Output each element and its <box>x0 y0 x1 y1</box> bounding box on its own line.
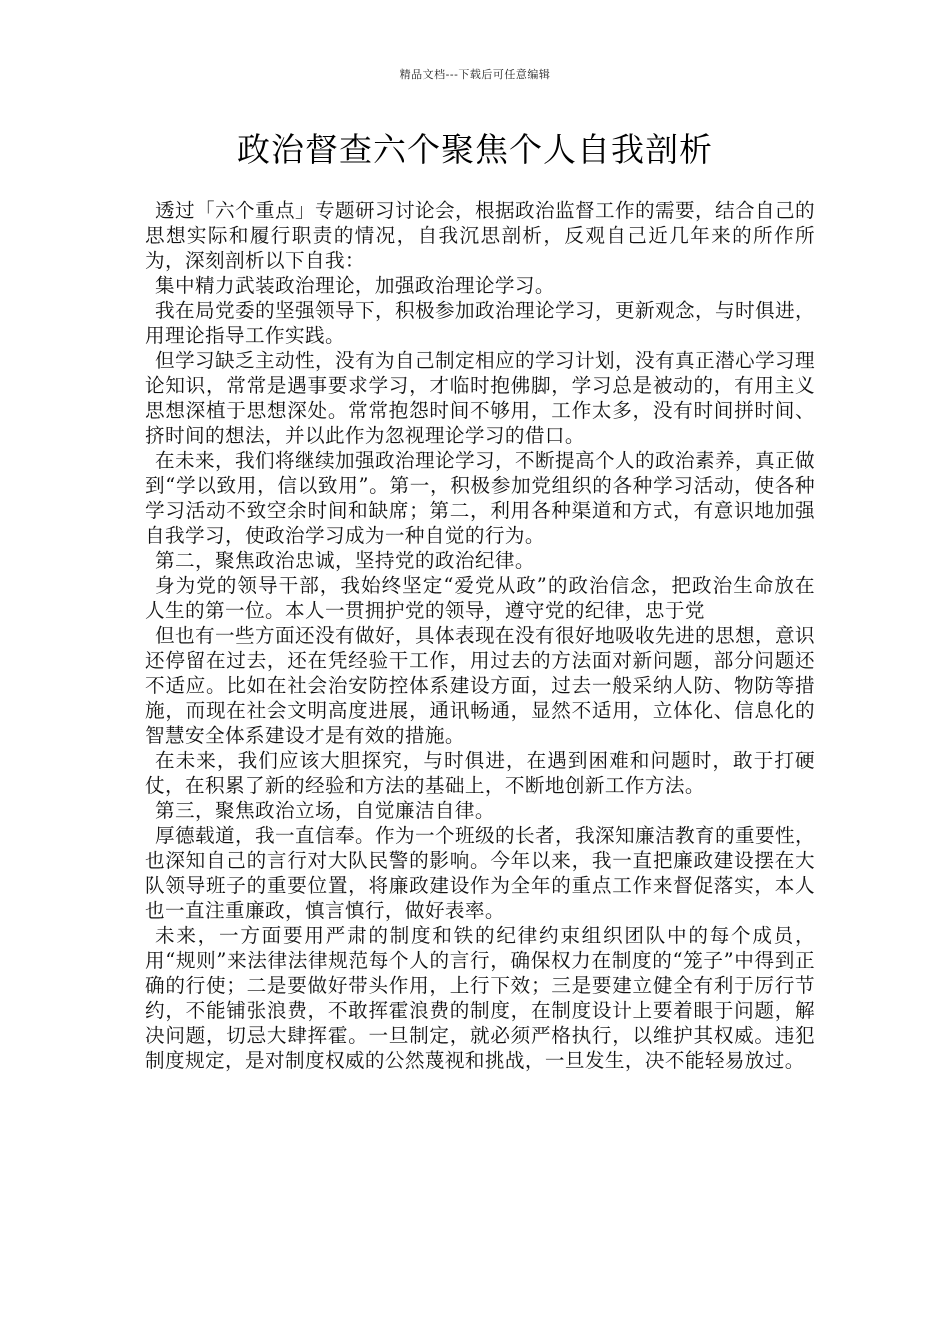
document-title: 政治督查六个聚焦个人自我剖析 <box>237 130 713 169</box>
paragraph: 身为党的领导干部，我始终坚定“爱党从政”的政治信念，把政治生命放在人生的第一位。本人一贯拥护党的领导，遵守党的纪律，忠于党 <box>145 574 815 622</box>
paragraph: 但也有一些方面还没有做好，具体表现在没有很好地吸收先进的思想，意识还停留在过去，还在凭经验干工作，用过去的方法面对新问题，部分问题还不适应。比如在社会治安防控体系建设方面，过去一般采纳人防、物防等措施，而现在社会文明高度进展，通讯畅通，显然不适用，立体化、信息化的智慧安全体系建设才是有效的措施。 <box>145 624 815 747</box>
paragraph-intro: 透过「六个重点」专题研习讨论会，根据政治监督工作的需要，结合自己的思想实际和履行职责的情况，自我沉思剖析，反观自己近几年来的所作所为，深刻剖析以下自我： <box>145 199 815 272</box>
paragraph: 我在局党委的坚强领导下，积极参加政治理论学习，更新观念，与时俱进，用理论指导工作实践。 <box>145 299 815 347</box>
paragraph: 在未来，我们将继续加强政治理论学习，不断提高个人的政治素养，真正做到“学以致用，信以致用”。第一，积极参加党组织的各种学习活动，使各种学习活动不致空余时间和缺席；第二，利用各种渠道和方式，有意识地加强自我学习，使政治学习成为一种自觉的行为。 <box>145 449 815 547</box>
section-heading-2: 第二，聚焦政治忠诚，坚持党的政治纪律。 <box>155 549 535 572</box>
header-note: 精品文档---下载后可任意编辑 <box>399 68 551 81</box>
paragraph: 在未来，我们应该大胆探究，与时俱进，在遇到困难和问题时，敢于打硬仗，在积累了新的经验和方法的基础上，不断地创新工作方法。 <box>145 749 815 797</box>
section-heading-3: 第三，聚焦政治立场，自觉廉洁自律。 <box>155 799 495 822</box>
paragraph: 但学习缺乏主动性，没有为自己制定相应的学习计划，没有真正潜心学习理论知识，常常是遇事要求学习，才临时抱佛脚，学习总是被动的，有用主义思想深植于思想深处。常常抱怨时间不够用，工作太多，没有时间拼时间、挤时间的想法，并以此作为忽视理论学习的借口。 <box>145 349 815 447</box>
paragraph: 未来，一方面要用严肃的制度和铁的纪律约束组织团队中的每个成员，用“规则”来法律法律规范每个人的言行，确保权力在制度的“笼子”中得到正确的行使；二是要做好带头作用，上行下效；三是要建立健全有利于厉行节约，不能铺张浪费，不敢挥霍浪费的制度，在制度设计上要着眼于问题，解决问题，切忌大肆挥霍。一旦制定，就必须严格执行，以维护其权威。违犯制度规定，是对制度权威的公然蔑视和挑战，一旦发生，决不能轻易放过。 <box>145 924 815 1072</box>
section-heading-1: 集中精力武装政治理论，加强政治理论学习。 <box>155 274 555 297</box>
document-body <box>145 198 815 1073</box>
paragraph: 厚德载道，我一直信奉。作为一个班级的长者，我深知廉洁教育的重要性，也深知自己的言行对大队民警的影响。今年以来，我一直把廉政建设摆在大队领导班子的重要位置，将廉政建设作为全年的重点工作来督促落实，本人也一直注重廉政，慎言慎行，做好表率。 <box>145 824 815 922</box>
